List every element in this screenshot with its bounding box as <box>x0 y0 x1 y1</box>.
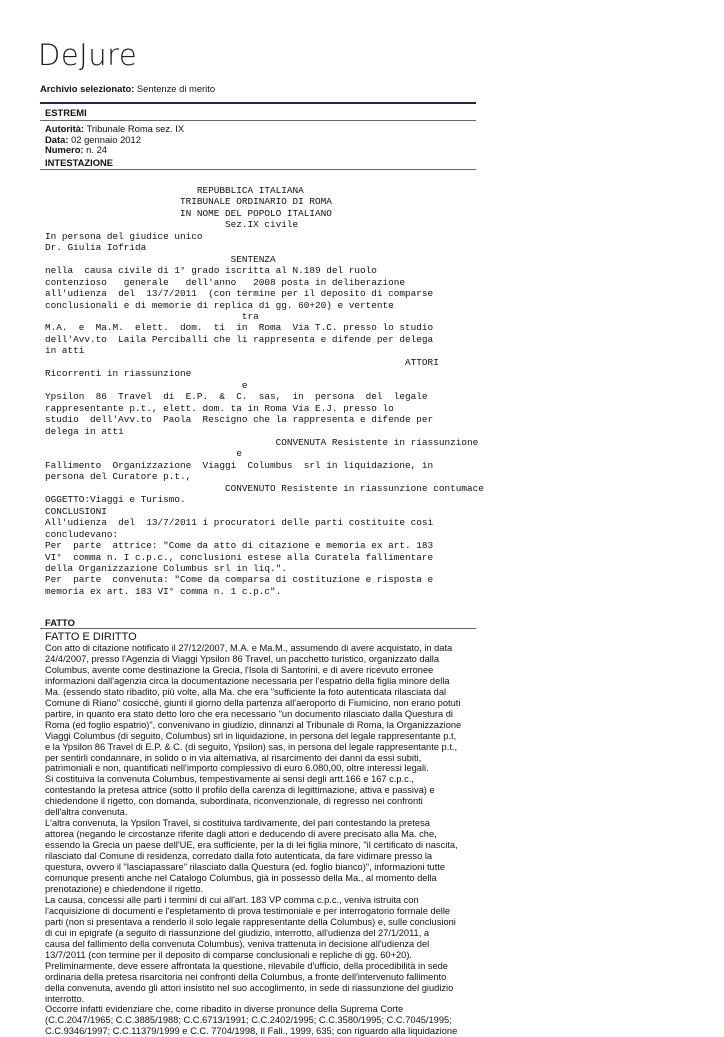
numero-value: n. 24 <box>86 144 108 155</box>
archive-value: Sentenze di merito <box>136 83 216 94</box>
section-header-fatto <box>40 612 476 632</box>
archive-label: Archivio selezionato: <box>40 83 135 94</box>
section-divider <box>40 628 476 629</box>
section-header-estremi <box>40 102 476 122</box>
section-divider <box>40 169 476 170</box>
autorita-value: Tribunale Roma sez. IX <box>86 123 185 134</box>
section-divider <box>40 102 476 104</box>
section-divider <box>40 120 476 121</box>
dejure-logo: DeJure <box>38 38 138 72</box>
fatto-text: Con atto di citazione notificato il 27/12/2007, M.A. e Ma.M., assumendo di avere acquistato, in data 24/4/2007, presso l'Agenzia di Viaggi Ypsilon 86 Travel, un pacchetto turistico, organizzato dalla Columbus, avente come destinazione la Grecia, l'Isola di Santorini, e di avere ricevuto erronee informazioni dall'agenzia circa la documentazione necessaria per l'espatrio della figlia minore della Ma. (essendo stato ribadito, più volte, alla Ma. che era "sufficiente la foto autenticata rilasciata dal Comune di Riano" cosicché, giunti il giorno della partenza all'aeroporto di Fiumicino, non erano potuti partire, in quanto era stato detto loro che era necessario "un documento rilasciato dalla Questura di Roma (ed foglio espatrio)", convenivano in giudizio, dinnanzi al Tribunale di Roma, la Organizzazione Viaggi Columbus (di seguito, Columbus) srl in liquidazione, in persona del legale rappresentante p.t, e la Ypsilon 86 Travel di E.P. & C. (di seguito, Ypsilon) sas, in persona del legale rappresentante p.t., per sentirli condannare, in solido o in via alternativa, al risarcimento dei danni da essi subiti, patrimoniali e non, quantificati nell'importo complessivo di euro 6.080,00, oltre interessi legali. Si costituiva la convenuta Columbus, tempestivamente ai sensi degli artt.166 e 167 c.p.c., contestando la pretesa attrice (sotto il profilo della carenza di legittimazione, attiva e passiva) e chiedendone il rigetto, con domanda, subordinata, riconvenzionale, di regresso nei confronti dell'altra convenuta. L'altra convenuta, la Ypsilon Travel, si costituiva tardivamente, del pari contestando la pretesa attorea (negando le circostanze riferite dagli attori e deducendo di avere precisato alla Ma. che, essendo la Grecia un paese dell'UE, era sufficiente, per la di lei figlia minore, "il certificato di nascita, rilasciato dal Comune di residenza, corredato dalla foto autenticata, da fare vidimare presso la questura, ovvero il "lasciapassare" rilasciato dalla Questura (ed. foglio bianco)", informazioni tutte comunque presenti anche nel Catalogo Columbus, già in possesso della Ma., al momento della prenotazione) e chiedendone il rigetto. La causa, concessi alle parti i termini di cui all'art. 183 VP comma c.p.c., veniva istruita con l'acquisizione di documenti e l'espletamento di prova testimoniale e per interrogatorio formale delle parti (non si presentava a renderlo il solo legale rappresentante della Columbus) e, sulle conclusioni di cui in epigrafe (a seguito di riassunzione del giudizio, interrotto, all'udienza del 27/1/2011, a causa del fallimento della convenuta Columbus), veniva trattenuta in decisione all'udienza del 13/7/2011 (con termine per il deposito di comparse conclusionali e repliche di gg. 60+20). Preliminarmente, deve essere affrontata la questione, rilevabile d'ufficio, della procedibilità in sede ordinaria della pretesa risarcitoria nei confronti della Columbus, a fronte dell'intervenuto fallimento della convenuta, avendo gli attori insistito nel suo accoglimento, in sede di riassunzione del giudizio interrotto. Occorre infatti evidenziare che, come ribadito in diverse pronunce della Suprema Corte (C.C.2047/1965; C.C.3885/1988; C.C.6713/1991; C.C.2402/1995; C.C.3580/1995; C.C.7045/1995; C.C.9346/1997; C.C.11379/1999 e C.C. 7704/1998, Il Fall., 1999, 635; con riguardo alla liquidazione <box>45 643 462 1037</box>
fatto-title: FATTO E DIRITTO <box>45 631 137 643</box>
section-title-estremi: ESTREMI <box>45 107 87 118</box>
estremi-details <box>45 124 184 156</box>
autorita-label: Autorità: <box>45 123 85 134</box>
data-value: 02 gennaio 2012 <box>71 133 141 145</box>
section-title-intestazione: INTESTAZIONE <box>45 157 114 168</box>
numero-label: Numero: <box>45 144 84 155</box>
data-label: Data: <box>45 133 69 145</box>
intestazione-text: REPUBBLICA ITALIANA TRIBUNALE ORDINARIO DI ROMA IN NOME DEL POPOLO ITALIANO Sez.IX civile In persona del giudice unico Dr. Giulia Iofrida SENTENZA nella causa civile di 1° grado iscritta al N.189 del ruolo contenzioso generale dell'anno 2008 posta in deliberazione all'udienza del 13/7/2011 (con termine per il deposito di comparse conclusionali e di memorie di replica di gg. 60+20) e vertente tra M.A. e Ma.M. elett. dom. ti in Roma Via T.C. presso lo studio dell'Avv.to Laila Perciballi che li rappresenta e difende per delega in atti ATTORI Ricorrenti in riassunzione e Ypsilon 86 Travel di E.P. & C. sas, in persona del legale rappresentante p.t., elett. dom. ta in Roma Via E.J. presso lo studio dell'Avv.to Paola Rescigno che la rappresenta e difende per delega in atti CONVENUTA Resistente in riassunzione e Fallimento Organizzazione Viaggi Columbus srl in liquidazione, in persona del Curatore p.t., CONVENUTO Resistente in riassunzione contumace OGGETTO:Viaggi e Turismo. CONCLUSIONI All'udienza del 13/7/2011 i procuratori delle parti costituite così concludevano: Per parte attrice: "Come da atto di citazione e memoria ex art. 183 VI° comma n. I c.p.c., conclusioni estese alla Curatela fallimentare della Organizzazione Columbus srl in liq.". Per parte convenuta: "Come da comparsa di costituzione e risposta e memoria ex art. 183 VI° comma n. 1 c.p.c". <box>45 185 484 597</box>
section-header-intestazione <box>40 152 476 172</box>
section-title-fatto: FATTO <box>45 617 75 628</box>
archive-selection <box>40 83 215 94</box>
